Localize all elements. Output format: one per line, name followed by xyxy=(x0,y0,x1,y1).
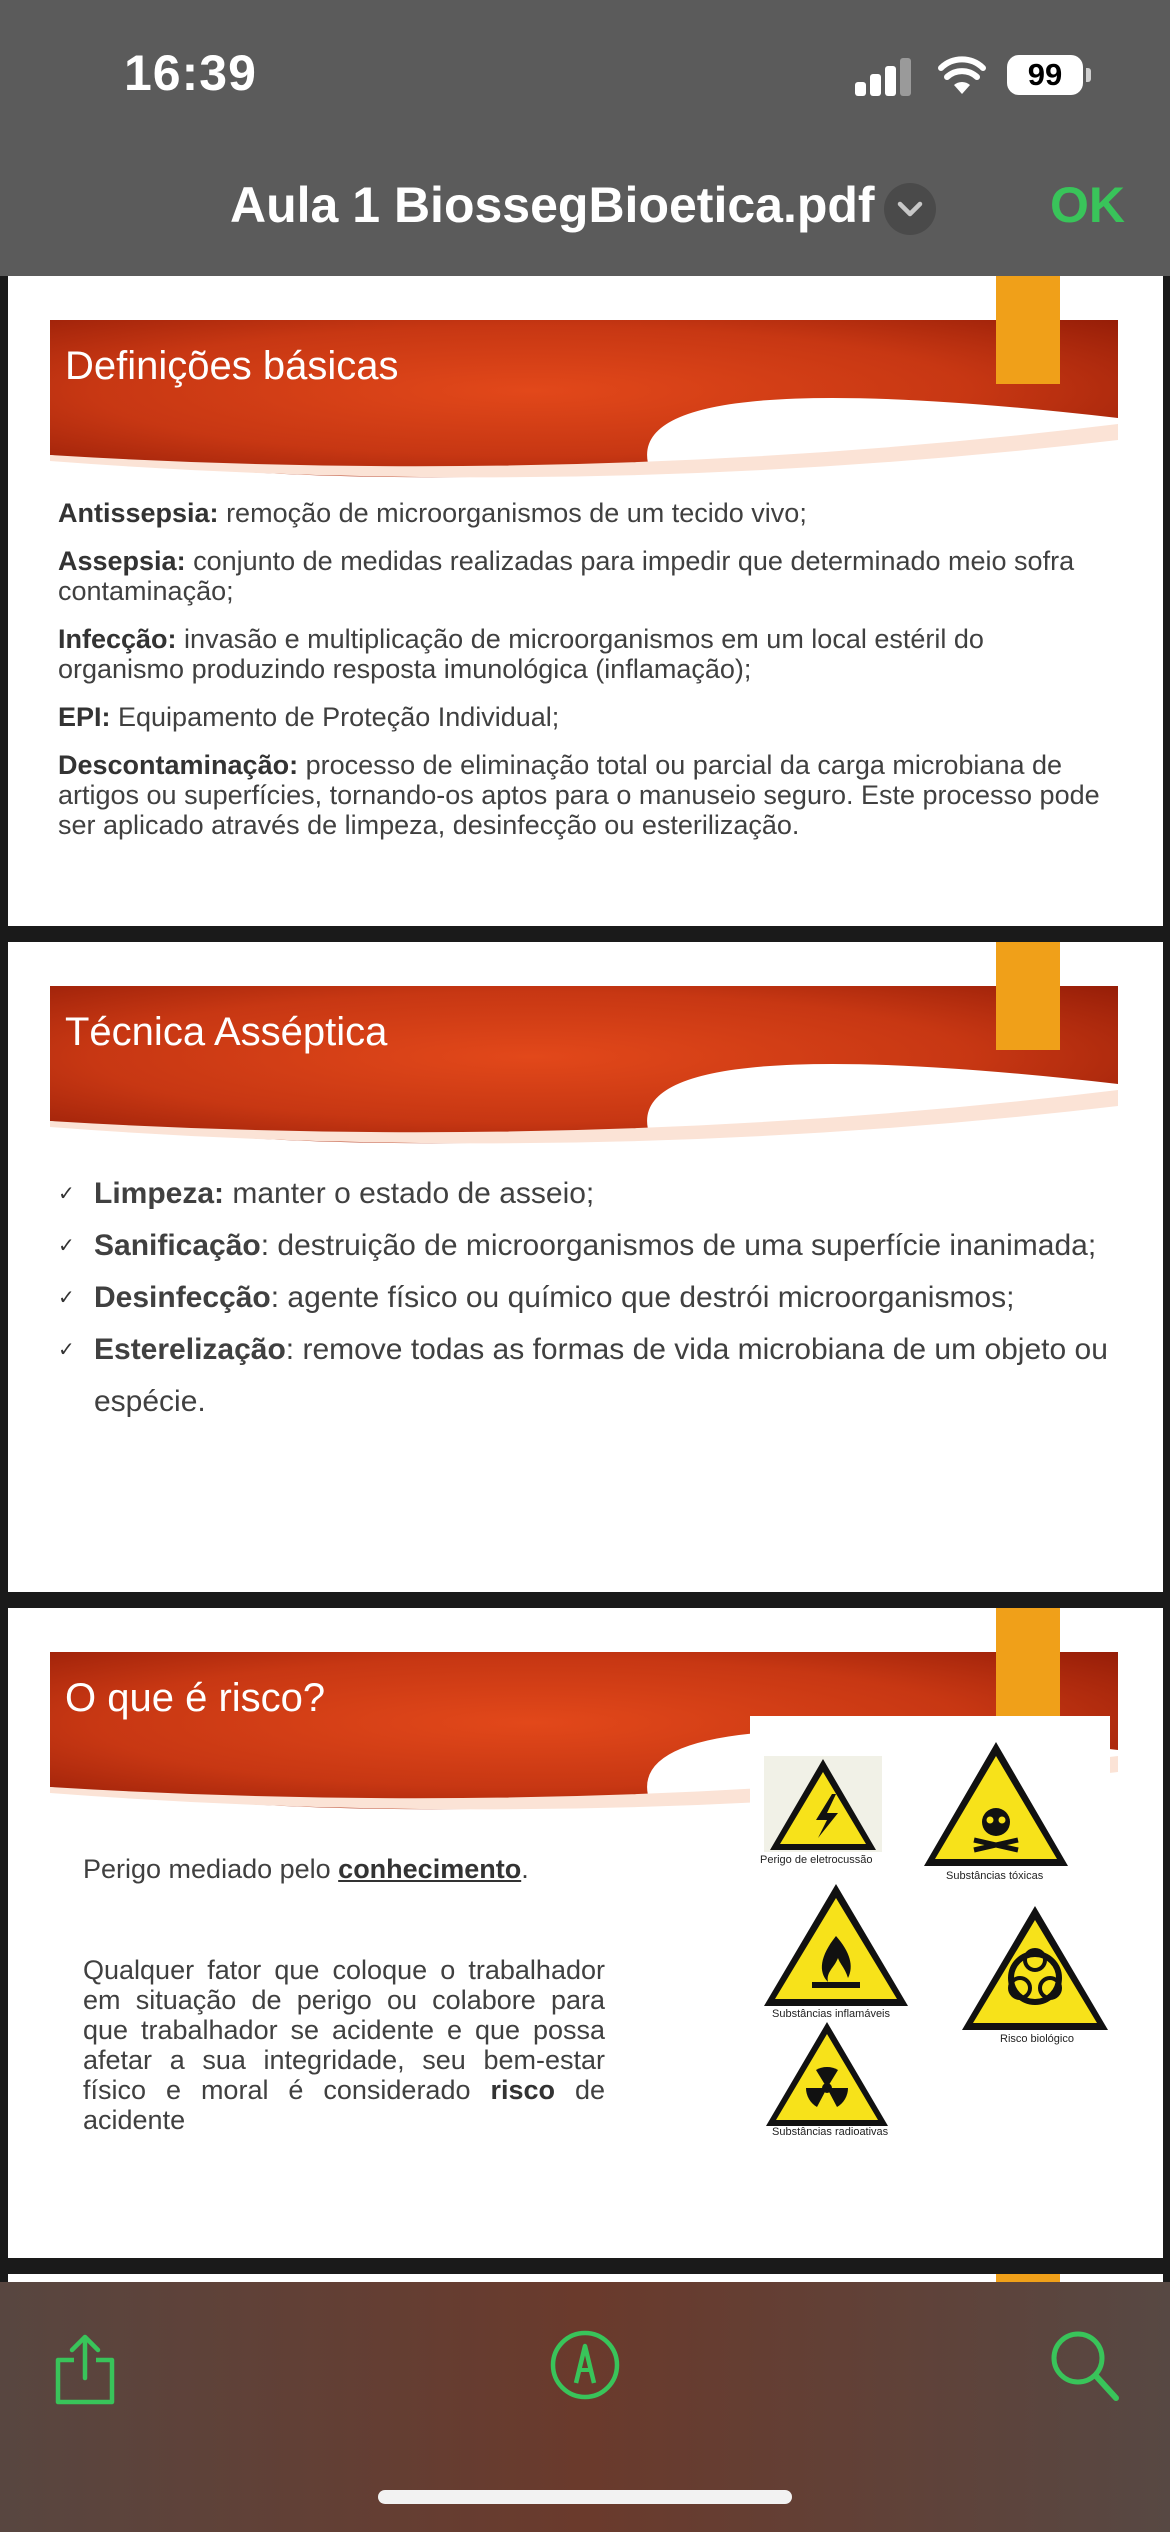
chevron-down-icon xyxy=(884,183,936,235)
navigation-bar xyxy=(0,0,1170,276)
definition-descontaminacao: Descontaminação: processo de eliminação total ou parcial da carga microbiana de artigos ou superfícies, tornando-os aptos para o manuseio seguro. Este processo pode ser aplicado através de limpeza, desinfecção ou esterilização. xyxy=(58,750,1100,840)
sign-caption: Risco biológico xyxy=(1000,2033,1074,2045)
share-icon[interactable] xyxy=(50,2332,120,2406)
definition-epi: EPI: Equipamento de Proteção Individual; xyxy=(58,702,560,732)
list-item-sanificacao: ✓ Sanificação: destruição de microorganismos de uma superfície inanimada; xyxy=(58,1220,1118,1272)
hazard-signs-graphic xyxy=(750,1716,1130,2136)
pdf-page-o-que-e-risco xyxy=(8,1608,1163,2258)
list-item-limpeza: ✓ Limpeza: manter o estado de asseio; xyxy=(58,1168,1118,1220)
sign-caption: Substâncias inflamáveis xyxy=(772,2008,891,2020)
search-icon[interactable] xyxy=(1048,2328,1122,2406)
link-conhecimento: conhecimento xyxy=(338,1854,522,1884)
home-indicator[interactable] xyxy=(378,2490,792,2504)
list-item-desinfeccao: ✓ Desinfecção: agente físico ou químico que destrói microorganismos; xyxy=(58,1272,1118,1324)
wifi-icon xyxy=(938,54,986,96)
slide-tab-marker xyxy=(996,1608,1060,1716)
sign-caption: Perigo de eletrocussão xyxy=(760,1854,873,1866)
risk-intro: Perigo mediado pelo conhecimento. xyxy=(83,1854,529,1884)
markup-pen-icon[interactable] xyxy=(548,2328,622,2402)
cellular-signal-icon xyxy=(855,58,913,96)
risk-definition: Qualquer fator que coloque o trabalhador em situação de perigo ou colabore para que trabalhador se acidente e que possa afetar a sua integridade, seu bem-estar físico e moral é considerado risco de acidente xyxy=(83,1955,605,2135)
checkmark-icon: ✓ xyxy=(58,1235,75,1257)
slide-title: Definições básicas xyxy=(65,344,399,388)
hazard-signs-figure xyxy=(750,1716,1130,2136)
definition-antissepsia: Antissepsia: remoção de microorganismos de um tecido vivo; xyxy=(58,498,807,528)
slide-tab-marker xyxy=(996,276,1060,384)
asseptic-technique-list xyxy=(58,1168,1118,1428)
checkmark-icon: ✓ xyxy=(58,1183,75,1205)
pdf-page-tecnica-asseptica xyxy=(8,942,1163,1592)
list-item-esterelizacao: ✓ Esterelização: remove todas as formas de vida microbiana de um objeto ou espécie. xyxy=(58,1324,1118,1428)
checkmark-icon: ✓ xyxy=(58,1287,75,1309)
definitions-list xyxy=(58,498,1108,858)
slide-tab-marker xyxy=(996,942,1060,1050)
pdf-page-definicoes xyxy=(8,276,1163,926)
status-time: 16:39 xyxy=(124,45,257,101)
title-menu-button[interactable] xyxy=(884,183,936,235)
definition-assepsia: Assepsia: conjunto de medidas realizadas para impedir que determinado meio sofra contaminação; xyxy=(58,546,1075,606)
sign-caption: Substâncias tóxicas xyxy=(946,1870,1044,1882)
done-button[interactable]: OK xyxy=(1050,177,1125,233)
checkmark-icon: ✓ xyxy=(58,1339,75,1361)
slide-title: Técnica Asséptica xyxy=(65,1010,388,1054)
document-title[interactable]: Aula 1 BiossegBioetica.pdf xyxy=(230,177,875,233)
battery-indicator: 99 xyxy=(1007,55,1083,95)
slide-title: O que é risco? xyxy=(65,1676,326,1720)
definition-infeccao: Infecção: invasão e multiplicação de microorganismos em um local estéril do organismo produzindo resposta imunológica (inflamação); xyxy=(58,624,984,684)
sign-caption: Substâncias radioativas xyxy=(772,2126,889,2138)
